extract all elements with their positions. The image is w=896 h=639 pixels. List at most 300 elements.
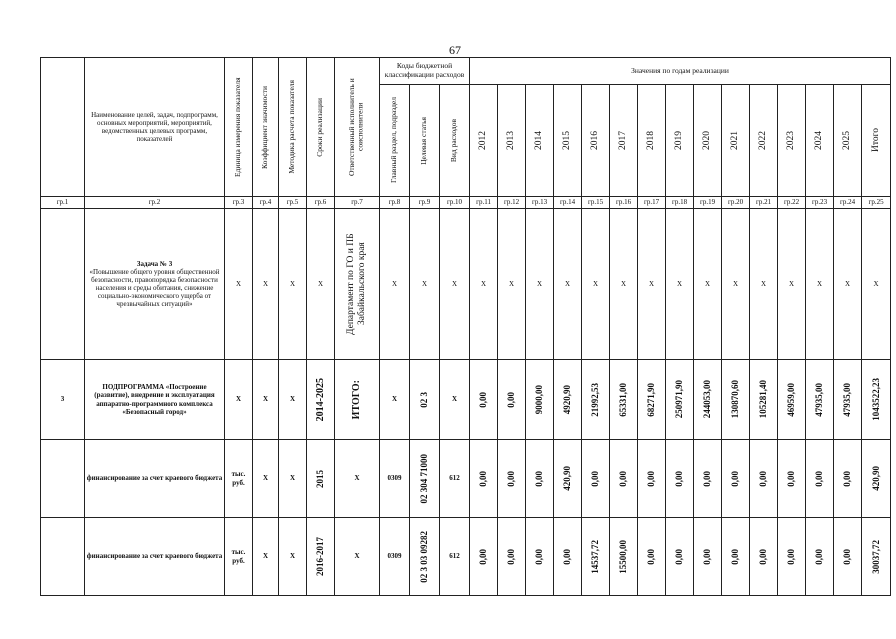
- fin-value: 0,00: [478, 470, 489, 487]
- fin-value: 0,00: [562, 548, 573, 565]
- fin-value-wrap: [722, 549, 749, 565]
- subprogram-total-cell: [862, 360, 891, 440]
- fin-value-cell: [526, 518, 554, 596]
- fin-value-cell: [806, 518, 834, 596]
- subprogram-value-cell: [498, 360, 526, 440]
- fin-value-cell: [638, 518, 666, 596]
- subprogram-value-cell: [582, 360, 610, 440]
- gr-label: гр.5: [279, 197, 307, 209]
- column-index-row: [41, 197, 891, 209]
- fin-value: 0,00: [730, 548, 741, 565]
- header-year-2015-cell: [554, 85, 582, 197]
- subprogram-value: 65331,00: [618, 382, 629, 417]
- header-year-2025-cell: [834, 85, 862, 197]
- fin-target-cell: [410, 440, 440, 518]
- gr-label: гр.4: [253, 197, 279, 209]
- fin-value-wrap: [778, 549, 805, 565]
- fin-value-cell: [806, 440, 834, 518]
- fin-executor: X: [335, 518, 380, 596]
- header-year-2013-wrap: [498, 131, 525, 150]
- task-x: X: [806, 209, 834, 360]
- gr-label: гр.10: [440, 197, 470, 209]
- header-unit-cell: [225, 58, 253, 197]
- header-year-2017: 2017: [618, 131, 629, 150]
- gr-label: гр.9: [410, 197, 440, 209]
- fin-value-wrap: [498, 471, 525, 487]
- subprogram-x: X: [225, 360, 253, 440]
- fin-value-cell: [778, 518, 806, 596]
- header-year-2022-wrap: [750, 131, 777, 150]
- gr-label: гр.12: [498, 197, 526, 209]
- subprogram-target: 02 3: [419, 391, 430, 408]
- subprogram-value: 9000,00: [534, 384, 545, 415]
- gr-label: гр.8: [380, 197, 410, 209]
- task-x: X: [225, 209, 253, 360]
- gr-label: гр.17: [638, 197, 666, 209]
- header-year-2020: 2020: [702, 131, 713, 150]
- fin-value-wrap: [694, 549, 721, 565]
- task-x: X: [380, 209, 410, 360]
- header-year-2017-cell: [610, 85, 638, 197]
- fin-value-wrap: [582, 471, 609, 487]
- fin-value-wrap: [806, 471, 833, 487]
- gr-label: гр.2: [85, 197, 225, 209]
- fin-value-cell: [582, 440, 610, 518]
- header-year-2025: 2025: [842, 131, 853, 150]
- fin-value-wrap: [498, 549, 525, 565]
- task-x: X: [253, 209, 279, 360]
- fin-value: 0,00: [674, 548, 685, 565]
- header-total: Итого: [870, 128, 881, 153]
- header-code-main: Главный раздел, подраздел: [389, 97, 399, 184]
- fin-value-wrap: [778, 471, 805, 487]
- gr-label: гр.24: [834, 197, 862, 209]
- header-method-cell: [279, 58, 307, 197]
- subprogram-executor-wrap: [335, 380, 379, 419]
- fin-value-wrap: [470, 471, 497, 487]
- fin-value-cell: [498, 440, 526, 518]
- fin-unit: тыс. руб.: [225, 518, 253, 596]
- fin-value: 0,00: [534, 548, 545, 565]
- task-x: X: [638, 209, 666, 360]
- header-year-2022: 2022: [758, 131, 769, 150]
- header-row-top: [41, 58, 891, 85]
- fin-value: 15500,00: [618, 539, 629, 574]
- header-year-2019-cell: [666, 85, 694, 197]
- fin-value: 0,00: [758, 548, 769, 565]
- fin-value-cell: [722, 518, 750, 596]
- subprogram-value-cell: [638, 360, 666, 440]
- subprogram-executor: ИТОГО:: [351, 379, 363, 420]
- fin-value-cell: [610, 440, 638, 518]
- header-code-target-cell: [410, 85, 440, 197]
- header-year-2024-wrap: [806, 131, 833, 150]
- gr-label: гр.1: [41, 197, 85, 209]
- fin-value: 0,00: [674, 470, 685, 487]
- subprogram-value-wrap: [498, 392, 525, 408]
- subprogram-value-wrap: [666, 380, 693, 418]
- fin-value: 0,00: [506, 470, 517, 487]
- fin-value-cell: [582, 518, 610, 596]
- fin-total: 30037,72: [870, 539, 881, 574]
- fin-value-wrap: [694, 471, 721, 487]
- fin-num-cell: [41, 440, 85, 518]
- header-code-main-cell: [380, 85, 410, 197]
- fin-value-wrap: [554, 549, 581, 565]
- fin-value-cell: [694, 518, 722, 596]
- header-coef-cell: [253, 58, 279, 197]
- subprogram-value: 244053,00: [702, 380, 713, 419]
- fin-main: 0309: [380, 440, 410, 518]
- header-year-2015-wrap: [554, 131, 581, 150]
- subprogram-value-wrap: [694, 380, 721, 418]
- subprogram-value: 0,00: [478, 391, 489, 408]
- fin-value-wrap: [834, 471, 861, 487]
- gr-label: гр.21: [750, 197, 778, 209]
- fin-value-wrap: [638, 471, 665, 487]
- subprogram-value-wrap: [722, 380, 749, 418]
- header-year-2016: 2016: [590, 131, 601, 150]
- fin-value-wrap: [582, 540, 609, 574]
- task-cell: [85, 209, 225, 360]
- fin-value-wrap: [526, 471, 553, 487]
- header-code-type: Вид расходов: [449, 118, 459, 163]
- subprogram-value-cell: [666, 360, 694, 440]
- header-num-cell: [41, 58, 85, 197]
- subprogram-value-cell: [750, 360, 778, 440]
- fin-value-cell: [834, 440, 862, 518]
- fin-value: 0,00: [814, 548, 825, 565]
- header-year-2019-wrap: [666, 131, 693, 150]
- fin-total-cell: [862, 518, 891, 596]
- subprogram-x: X: [440, 360, 470, 440]
- header-year-2025-wrap: [834, 131, 861, 150]
- subprogram-x: X: [279, 360, 307, 440]
- header-year-2020-wrap: [694, 131, 721, 150]
- header-year-2020-cell: [694, 85, 722, 197]
- fin-total-cell: [862, 440, 891, 518]
- header-year-2017-wrap: [610, 131, 637, 150]
- fin-x: X: [253, 518, 279, 596]
- task-x: X: [862, 209, 891, 360]
- subprogram-target-cell: [410, 360, 440, 440]
- subprogram-value-cell: [526, 360, 554, 440]
- fin-total-wrap: [862, 466, 890, 491]
- fin-value-wrap: [750, 471, 777, 487]
- fin-value: 0,00: [730, 470, 741, 487]
- fin-value: 0,00: [814, 470, 825, 487]
- header-year-2013-cell: [498, 85, 526, 197]
- header-total-wrap: [862, 128, 890, 152]
- gr-label: гр.18: [666, 197, 694, 209]
- fin-value: 0,00: [618, 470, 629, 487]
- task-num-cell: [41, 209, 85, 360]
- fin-target: 02 304 71000: [419, 453, 430, 504]
- header-year-2014-cell: [526, 85, 554, 197]
- header-name: Наименование целей, задач, подпрограмм, основных мероприятий, мероприятий, ведомственных целевых программ, показателей: [85, 58, 225, 197]
- task-x: X: [722, 209, 750, 360]
- subprogram-value-cell: [470, 360, 498, 440]
- subprogram-value: 0,00: [506, 391, 517, 408]
- subprogram-value-wrap: [834, 383, 861, 417]
- task-executor-wrap: [335, 209, 379, 359]
- task-x: X: [279, 209, 307, 360]
- header-year-2023: 2023: [786, 131, 797, 150]
- fin-value-cell: [554, 440, 582, 518]
- header-year-2016-cell: [582, 85, 610, 197]
- task-title: Задача № 3: [136, 259, 173, 268]
- fin-value-cell: [610, 518, 638, 596]
- fin-x: X: [279, 518, 307, 596]
- fin-target-wrap: [410, 531, 439, 583]
- header-year-2013: 2013: [506, 131, 517, 150]
- fin-value: 0,00: [590, 470, 601, 487]
- fin-value-cell: [834, 518, 862, 596]
- task-x: X: [778, 209, 806, 360]
- fin-value-cell: [666, 518, 694, 596]
- header-year-2022-cell: [750, 85, 778, 197]
- subprogram-value-cell: [722, 360, 750, 440]
- subprogram-value-cell: [778, 360, 806, 440]
- subprogram-executor-cell: [335, 360, 380, 440]
- fin-value-cell: [666, 440, 694, 518]
- fin-type: 612: [440, 440, 470, 518]
- header-year-2018-cell: [638, 85, 666, 197]
- header-codes-group: Коды бюджетной классификации расходов: [380, 58, 470, 85]
- task-x: X: [498, 209, 526, 360]
- fin-term-wrap: [307, 537, 334, 576]
- fin-main: 0309: [380, 518, 410, 596]
- gr-label: гр.14: [554, 197, 582, 209]
- fin-value-cell: [526, 440, 554, 518]
- task-x: X: [666, 209, 694, 360]
- fin-target-wrap: [410, 454, 439, 504]
- fin-value-cell: [778, 440, 806, 518]
- subprogram-term-cell: [307, 360, 335, 440]
- header-code-type-cell: [440, 85, 470, 197]
- budget-table: [40, 57, 891, 596]
- task-x: X: [470, 209, 498, 360]
- gr-label: гр.7: [335, 197, 380, 209]
- fin-term-cell: [307, 518, 335, 596]
- subprogram-num: 3: [41, 360, 85, 440]
- task-x: X: [750, 209, 778, 360]
- fin-value: 0,00: [786, 548, 797, 565]
- task-row: [41, 209, 891, 360]
- fin-term: 2016-2017: [315, 537, 326, 576]
- fin-term-cell: [307, 440, 335, 518]
- subprogram-total-wrap: [862, 378, 890, 421]
- subprogram-row: [41, 360, 891, 440]
- header-year-2016-wrap: [582, 131, 609, 150]
- header-total-cell: [862, 85, 891, 197]
- header-coef: Коэффициент значимости: [260, 85, 270, 169]
- fin-value: 0,00: [478, 548, 489, 565]
- subprogram-value-wrap: [778, 383, 805, 417]
- task-text: «Повышение общего уровня общественной безопасности, правопорядка безопасности населения и среды обитания, снижение социально-экономического ущерба от чрезвычайных ситуаций»: [89, 267, 220, 309]
- gr-label: гр.15: [582, 197, 610, 209]
- task-executor: Департамент по ГО и ПБ Забайкальского края: [346, 233, 367, 335]
- fin-value-wrap: [666, 471, 693, 487]
- fin-type: 612: [440, 518, 470, 596]
- header-year-2024-cell: [806, 85, 834, 197]
- fin-value: 0,00: [786, 470, 797, 487]
- task-x: X: [440, 209, 470, 360]
- fin-value-wrap: [526, 549, 553, 565]
- financing-row-2: [41, 518, 891, 596]
- header-year-2012-cell: [470, 85, 498, 197]
- fin-value: 0,00: [842, 470, 853, 487]
- fin-value: 0,00: [758, 470, 769, 487]
- gr-label: гр.13: [526, 197, 554, 209]
- fin-text: финансирование за счет краевого бюджета: [85, 440, 225, 518]
- fin-value: 0,00: [702, 470, 713, 487]
- fin-total-wrap: [862, 540, 890, 574]
- header-year-2021: 2021: [730, 131, 741, 150]
- fin-value-cell: [470, 518, 498, 596]
- subprogram-value-wrap: [582, 383, 609, 417]
- task-x: X: [834, 209, 862, 360]
- task-x: X: [526, 209, 554, 360]
- subprogram-term-wrap: [307, 378, 334, 421]
- gr-label: гр.20: [722, 197, 750, 209]
- header-year-2015: 2015: [562, 131, 573, 150]
- task-x: X: [307, 209, 335, 360]
- task-x: X: [554, 209, 582, 360]
- fin-value-wrap: [722, 471, 749, 487]
- fin-value: 0,00: [646, 548, 657, 565]
- fin-value-wrap: [750, 549, 777, 565]
- subprogram-value-cell: [610, 360, 638, 440]
- header-year-2018: 2018: [646, 131, 657, 150]
- header-years-group: Значения по годам реализации: [470, 58, 891, 85]
- fin-value: 0,00: [534, 470, 545, 487]
- subprogram-value-wrap: [806, 383, 833, 417]
- gr-label: гр.25: [862, 197, 891, 209]
- gr-label: гр.19: [694, 197, 722, 209]
- fin-value-cell: [694, 440, 722, 518]
- fin-value-cell: [750, 518, 778, 596]
- subprogram-value-wrap: [470, 392, 497, 408]
- subprogram-total: 1043522,23: [870, 378, 881, 421]
- gr-label: гр.22: [778, 197, 806, 209]
- header-year-2019: 2019: [674, 131, 685, 150]
- task-x: X: [582, 209, 610, 360]
- task-executor-cell: [335, 209, 380, 360]
- financing-row-1: [41, 440, 891, 518]
- header-year-2024: 2024: [814, 131, 825, 150]
- gr-label: гр.6: [307, 197, 335, 209]
- fin-target: 02 3 03 09282: [419, 530, 430, 583]
- task-x: X: [610, 209, 638, 360]
- subprogram-value: 21992,53: [590, 382, 601, 417]
- fin-value: 0,00: [842, 548, 853, 565]
- fin-value: 0,00: [506, 548, 517, 565]
- fin-total: 420,90: [870, 466, 881, 491]
- fin-value-wrap: [610, 540, 637, 574]
- subprogram-text: ПОДПРОГРАММА «Построение (развитие), внедрение и эксплуатация аппаратно-программного комплекса «Безопасный город»: [85, 360, 225, 440]
- subprogram-term: 2014-2025: [314, 377, 326, 422]
- gr-label: гр.16: [610, 197, 638, 209]
- fin-value-wrap: [834, 549, 861, 565]
- subprogram-target-wrap: [410, 392, 439, 408]
- fin-value-wrap: [610, 471, 637, 487]
- header-year-2014: 2014: [534, 131, 545, 150]
- fin-value-wrap: [806, 549, 833, 565]
- gr-label: гр.3: [225, 197, 253, 209]
- header-executor-cell: [335, 58, 380, 197]
- fin-value-wrap: [666, 549, 693, 565]
- subprogram-value: 130870,60: [730, 380, 741, 419]
- fin-value-cell: [554, 518, 582, 596]
- fin-num-cell: [41, 518, 85, 596]
- header-term: Сроки реализации: [315, 97, 325, 157]
- gr-label: гр.23: [806, 197, 834, 209]
- fin-term-wrap: [307, 470, 334, 488]
- header-year-2023-wrap: [778, 131, 805, 150]
- fin-target-cell: [410, 518, 440, 596]
- subprogram-value-wrap: [750, 380, 777, 418]
- header-executor: Ответственный исполнитель и соисполнители: [347, 78, 365, 176]
- subprogram-x: X: [253, 360, 279, 440]
- header-year-2021-wrap: [722, 131, 749, 150]
- subprogram-value-wrap: [526, 385, 553, 414]
- subprogram-value-wrap: [610, 383, 637, 417]
- fin-value-wrap: [638, 549, 665, 565]
- header-year-2012-wrap: [470, 131, 497, 150]
- header-year-2014-wrap: [526, 131, 553, 150]
- fin-value: 420,90: [562, 466, 573, 491]
- fin-value: 14537,72: [590, 539, 601, 574]
- fin-term: 2015: [315, 469, 326, 488]
- subprogram-value-cell: [554, 360, 582, 440]
- fin-value: 0,00: [646, 470, 657, 487]
- subprogram-x: X: [380, 360, 410, 440]
- header-year-2021-cell: [722, 85, 750, 197]
- fin-value-cell: [722, 440, 750, 518]
- fin-value-cell: [638, 440, 666, 518]
- page-number: 67: [449, 43, 461, 57]
- subprogram-value-cell: [834, 360, 862, 440]
- fin-value-cell: [470, 440, 498, 518]
- fin-value-cell: [498, 518, 526, 596]
- subprogram-value: 105281,40: [758, 380, 769, 419]
- subprogram-value: 47935,00: [842, 382, 853, 417]
- subprogram-value-wrap: [554, 385, 581, 414]
- fin-value-wrap: [554, 466, 581, 491]
- fin-unit: тыс. руб.: [225, 440, 253, 518]
- subprogram-value: 250971,90: [674, 380, 685, 419]
- header-year-2023-cell: [778, 85, 806, 197]
- task-x: X: [694, 209, 722, 360]
- fin-executor: X: [335, 440, 380, 518]
- header-code-target: Целевая статья: [419, 116, 429, 165]
- subprogram-value: 46959,00: [786, 382, 797, 417]
- subprogram-value: 4920,90: [562, 384, 573, 415]
- subprogram-value-cell: [694, 360, 722, 440]
- header-method: Методика расчета показателя: [287, 80, 297, 174]
- fin-value: 0,00: [702, 548, 713, 565]
- fin-value-wrap: [470, 549, 497, 565]
- header-year-2018-wrap: [638, 131, 665, 150]
- subprogram-value-wrap: [638, 383, 665, 417]
- header-term-cell: [307, 58, 335, 197]
- header-year-2012: 2012: [478, 131, 489, 150]
- subprogram-value: 68271,90: [646, 382, 657, 417]
- fin-x: X: [279, 440, 307, 518]
- gr-label: гр.11: [470, 197, 498, 209]
- header-unit: Единица измерения показателя: [233, 77, 243, 177]
